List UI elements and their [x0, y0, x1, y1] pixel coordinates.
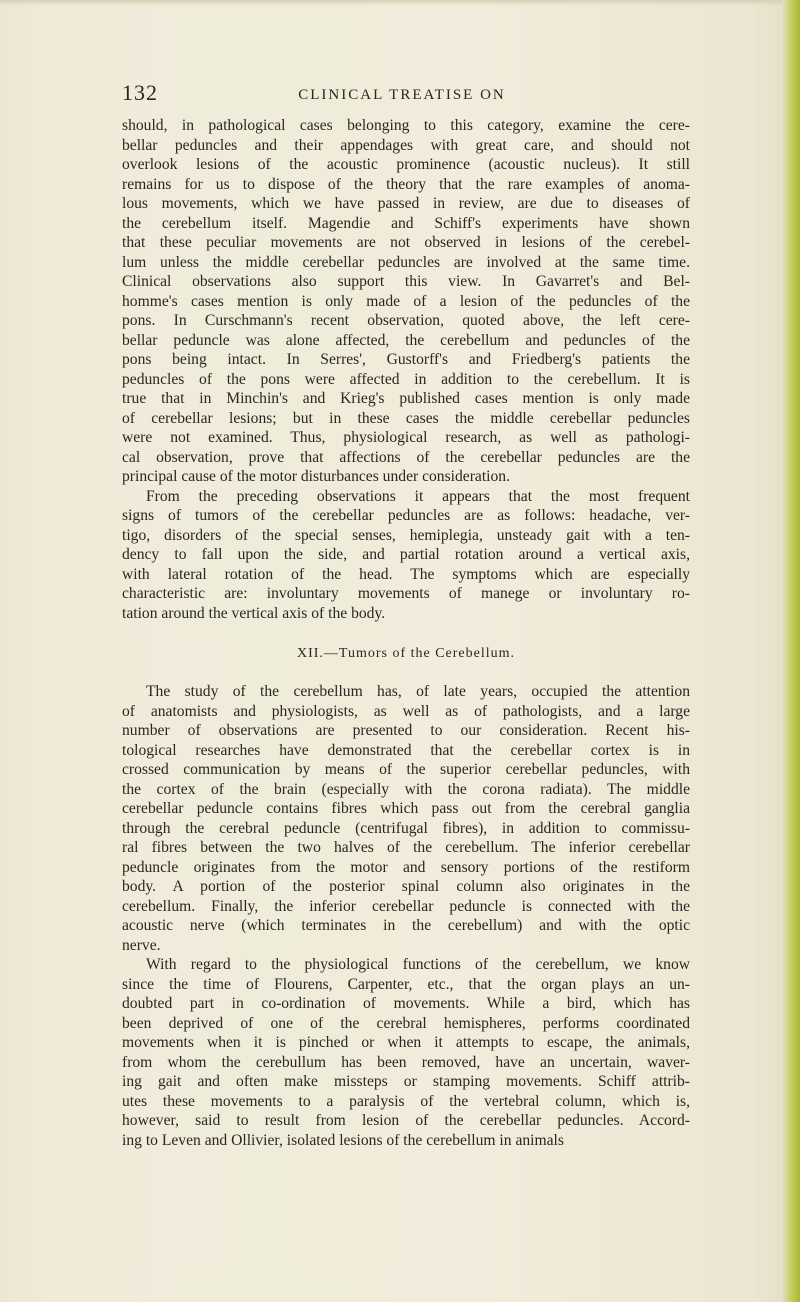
text-line: utes these movements to a paralysis of the vertebral column, which is,	[122, 1092, 690, 1110]
page-header	[122, 80, 682, 120]
text-line: bellar peduncle was alone affected, the cerebellum and peduncles of the	[122, 331, 690, 349]
text-line: peduncle originates from the motor and sensory portions of the restiform	[122, 858, 690, 876]
running-head: CLINICAL TREATISE ON	[298, 87, 506, 103]
text-line: ral fibres between the two halves of the cerebellum. The inferior cerebellar	[122, 839, 690, 856]
text-line: remains for us to dispose of the theory that the rare examples of anoma-	[122, 175, 690, 193]
section-heading: XII.—Tumors of the Cerebellum.	[296, 646, 516, 661]
text-line: peduncles of the pons were affected in addition to the cerebellum. It is	[122, 370, 690, 388]
text-line: through the cerebral peduncle (centrifugal fibres), in addition to commissu-	[122, 819, 690, 837]
text-line: ing to Leven and Ollivier, isolated lesions of the cerebellum in animals	[122, 1131, 564, 1149]
paragraph-4	[122, 955, 690, 1150]
body-text	[122, 116, 690, 1150]
text-line: since the time of Flourens, Carpenter, etc., that the organ plays an un-	[122, 975, 690, 993]
text-line: lum unless the middle cerebellar peduncles are involved at the same time.	[122, 253, 690, 271]
text-line: tation around the vertical axis of the body.	[122, 604, 386, 622]
text-line: doubted part in co-ordination of movements. While a bird, which has	[122, 995, 690, 1012]
page-edge-binding	[782, 0, 800, 1302]
text-line: with lateral rotation of the head. The symptoms which are especially	[122, 565, 690, 583]
text-line: of cerebellar lesions; but in these cases the middle cerebellar peduncles	[122, 409, 690, 427]
text-line: true that in Minchin's and Krieg's published cases mention is only made	[122, 390, 690, 407]
paragraph-2	[122, 487, 690, 624]
text-line: that these peculiar movements are not observed in lesions of the cerebel-	[122, 234, 690, 251]
text-line: tigo, disorders of the special senses, hemiplegia, unsteady gait with a ten-	[122, 526, 690, 544]
text-line: from whom the cerebullum has been removed, have an uncertain, waver-	[122, 1053, 690, 1071]
text-line: principal cause of the motor disturbances under consideration.	[122, 468, 510, 485]
text-line: crossed communication by means of the superior cerebellar peduncles, with	[122, 761, 690, 778]
text-line: nerve.	[122, 936, 161, 954]
text-line: signs of tumors of the cerebellar peduncles are as follows: headache, ver-	[122, 507, 690, 524]
text-line: dency to fall upon the side, and partial rotation around a vertical axis,	[122, 546, 690, 563]
paragraph-1	[122, 116, 690, 487]
text-line: of anatomists and physiologists, as well as of pathologists, and a large	[122, 702, 690, 720]
text-line: cal observation, prove that affections of the cerebellar peduncles are the	[122, 448, 690, 466]
text-line: From the preceding observations it appears that the most frequent	[146, 487, 690, 505]
text-line: The study of the cerebellum has, of late years, occupied the attention	[146, 683, 690, 700]
text-line: should, in pathological cases belonging to this category, examine the cere-	[122, 117, 690, 134]
text-line: pons being intact. In Serres', Gustorff's and Friedberg's patients the	[122, 351, 690, 368]
text-line: body. A portion of the posterior spinal column also originates in the	[122, 878, 690, 895]
text-line: the cortex of the brain (especially with the corona radiata). The middle	[122, 780, 690, 798]
text-line: ing gait and often make missteps or stamping movements. Schiff attrib-	[122, 1073, 690, 1090]
text-line: acoustic nerve (which terminates in the cerebellum) and with the optic	[122, 917, 690, 934]
text-line: With regard to the physiological functions of the cerebellum, we know	[146, 956, 690, 973]
text-line: were not examined. Thus, physiological research, as well as pathologi-	[122, 429, 690, 446]
paragraph-3	[122, 682, 690, 955]
text-line: movements when it is pinched or when it attempts to escape, the animals,	[122, 1034, 690, 1051]
page-top-shadow	[0, 0, 800, 6]
text-line: the cerebellum itself. Magendie and Schiff's experiments have shown	[122, 214, 690, 232]
text-line: cerebellum. Finally, the inferior cerebellar peduncle is connected with the	[122, 897, 690, 915]
text-line: tological researches have demonstrated that the cerebellar cortex is in	[122, 741, 690, 759]
page-number: 132	[122, 80, 158, 105]
text-line: bellar peduncles and their appendages with great care, and should not	[122, 136, 690, 154]
text-line: however, said to result from lesion of the cerebellar peduncles. Accord-	[122, 1112, 690, 1129]
text-line: cerebellar peduncle contains fibres which pass out from the cerebral ganglia	[122, 800, 690, 817]
text-line: been deprived of one of the cerebral hemispheres, performs coordinated	[122, 1014, 690, 1032]
text-line: homme's cases mention is only made of a lesion of the peduncles of the	[122, 292, 690, 310]
text-line: characteristic are: involuntary movements of manege or involuntary ro-	[122, 585, 690, 602]
text-line: number of observations are presented to our consideration. Recent his-	[122, 722, 690, 739]
text-line: Clinical observations also support this view. In Gavarret's and Bel-	[122, 273, 690, 290]
text-line: overlook lesions of the acoustic prominence (acoustic nucleus). It still	[122, 156, 690, 173]
text-line: lous movements, which we have passed in review, are due to diseases of	[122, 195, 690, 212]
text-line: pons. In Curschmann's recent observation, quoted above, the left cere-	[122, 312, 690, 329]
